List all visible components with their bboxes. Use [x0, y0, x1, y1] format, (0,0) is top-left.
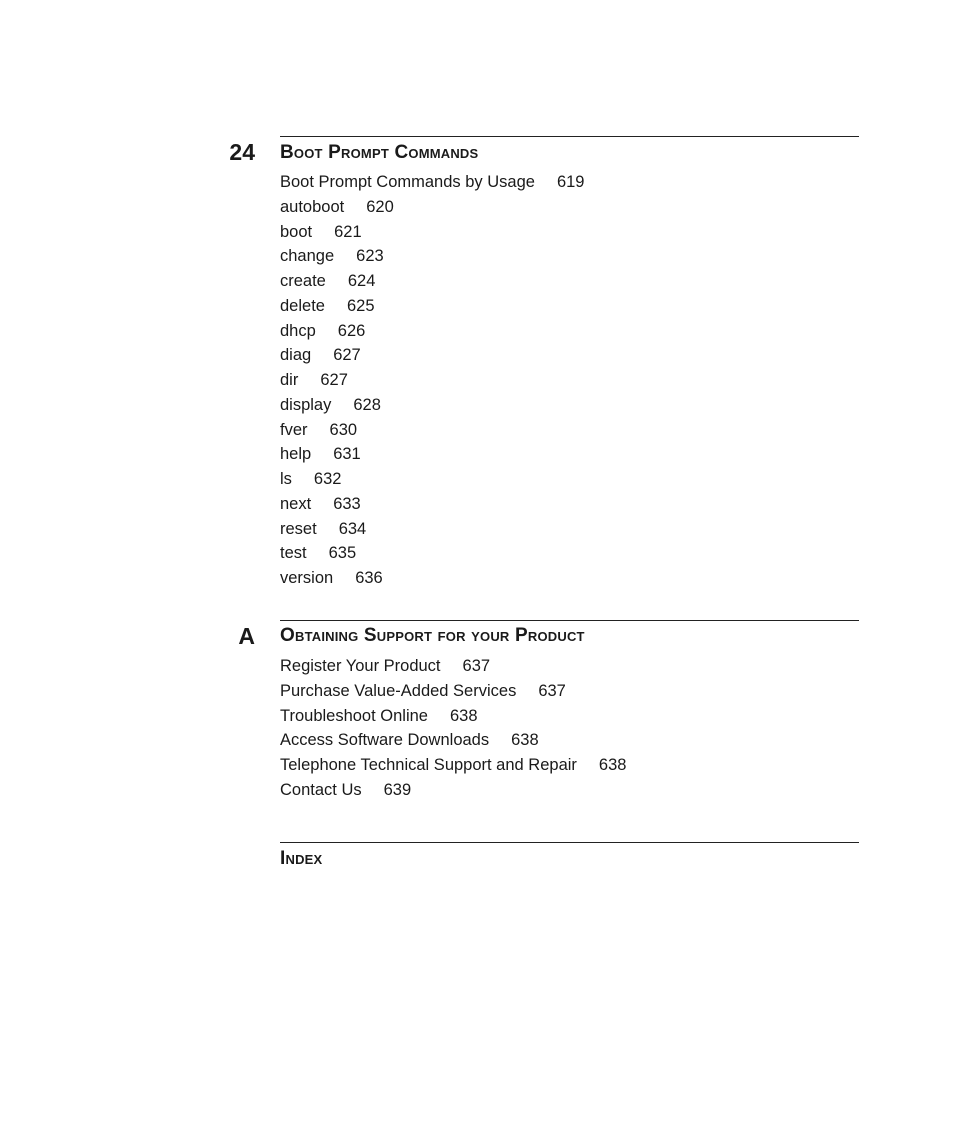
entry-page: 638: [598, 756, 627, 774]
toc-entry[interactable]: [280, 753, 626, 778]
chapter-number: 24: [229, 139, 255, 165]
entry-page: 634: [338, 519, 367, 538]
chapter-title[interactable]: Obtaining Support for your Product: [280, 625, 585, 646]
entry-page: 638: [511, 731, 539, 750]
toc-entry[interactable]: [280, 269, 584, 294]
entry-page: 619: [556, 173, 585, 191]
entry-title: fver: [280, 420, 308, 439]
toc-entry[interactable]: [280, 195, 584, 220]
toc-entry[interactable]: [280, 704, 626, 729]
entry-title: create: [280, 272, 326, 290]
entry-page: 638: [449, 706, 478, 725]
toc-entry[interactable]: [280, 566, 584, 591]
toc-entry[interactable]: [280, 294, 584, 319]
entry-page: 633: [333, 494, 361, 513]
entry-page: 637: [538, 681, 566, 700]
toc-entry[interactable]: [280, 442, 584, 467]
toc-entry-list: [280, 654, 626, 803]
entry-page: 620: [366, 197, 394, 216]
chapter-divider: [280, 842, 859, 843]
toc-entry[interactable]: [280, 728, 626, 753]
entry-title: help: [280, 445, 312, 464]
entry-title: boot: [280, 222, 313, 241]
entry-title: next: [280, 494, 312, 513]
entry-title: Troubleshoot Online: [280, 706, 428, 725]
entry-title: delete: [280, 296, 325, 315]
entry-page: 627: [320, 371, 348, 389]
entry-page: 637: [462, 657, 491, 675]
toc-entry[interactable]: [280, 393, 584, 418]
toc-entry[interactable]: [280, 541, 584, 566]
toc-entry-list: [280, 170, 584, 591]
entry-title: Contact Us: [280, 780, 362, 799]
entry-title: Boot Prompt Commands by Usage: [280, 173, 535, 191]
entry-page: 625: [346, 296, 375, 315]
entry-page: 623: [356, 247, 384, 266]
entry-page: 636: [355, 569, 383, 587]
entry-page: 624: [347, 272, 376, 290]
toc-entry[interactable]: [280, 654, 626, 679]
entry-title: Purchase Value-Added Services: [280, 681, 517, 700]
toc-entry[interactable]: [280, 343, 584, 368]
entry-page: 630: [329, 420, 358, 439]
chapter-number: A: [238, 623, 255, 649]
entry-title: version: [280, 569, 334, 587]
toc-entry[interactable]: [280, 492, 584, 517]
entry-page: 621: [334, 222, 362, 241]
entry-title: display: [280, 395, 332, 414]
entry-title: Access Software Downloads: [280, 731, 490, 750]
entry-title: autoboot: [280, 197, 345, 216]
entry-title: diag: [280, 346, 312, 365]
chapter-divider: [280, 136, 859, 137]
toc-entry[interactable]: [280, 517, 584, 542]
toc-entry[interactable]: [280, 244, 584, 269]
toc-entry[interactable]: [280, 170, 584, 195]
toc-entry[interactable]: [280, 418, 584, 443]
entry-page: 639: [383, 780, 412, 799]
entry-title: dir: [280, 371, 299, 389]
entry-page: 631: [333, 445, 361, 464]
entry-page: 628: [353, 395, 381, 414]
toc-entry[interactable]: [280, 679, 626, 704]
index-title[interactable]: Index: [280, 848, 323, 869]
toc-entry[interactable]: [280, 467, 584, 492]
chapter-title[interactable]: Boot Prompt Commands: [280, 142, 479, 163]
toc-entry[interactable]: [280, 778, 626, 803]
toc-entry[interactable]: [280, 319, 584, 344]
entry-page: 626: [337, 321, 366, 340]
entry-title: Telephone Technical Support and Repair: [280, 756, 577, 774]
entry-page: 635: [328, 544, 357, 563]
entry-page: 627: [333, 346, 361, 365]
toc-entry[interactable]: [280, 220, 584, 245]
entry-title: reset: [280, 519, 317, 538]
entry-page: 632: [313, 470, 342, 488]
toc-entry[interactable]: [280, 368, 584, 393]
entry-title: Register Your Product: [280, 657, 441, 675]
entry-title: test: [280, 544, 307, 563]
entry-title: dhcp: [280, 321, 316, 340]
entry-title: ls: [280, 470, 292, 488]
entry-title: change: [280, 247, 335, 266]
chapter-divider: [280, 620, 859, 621]
